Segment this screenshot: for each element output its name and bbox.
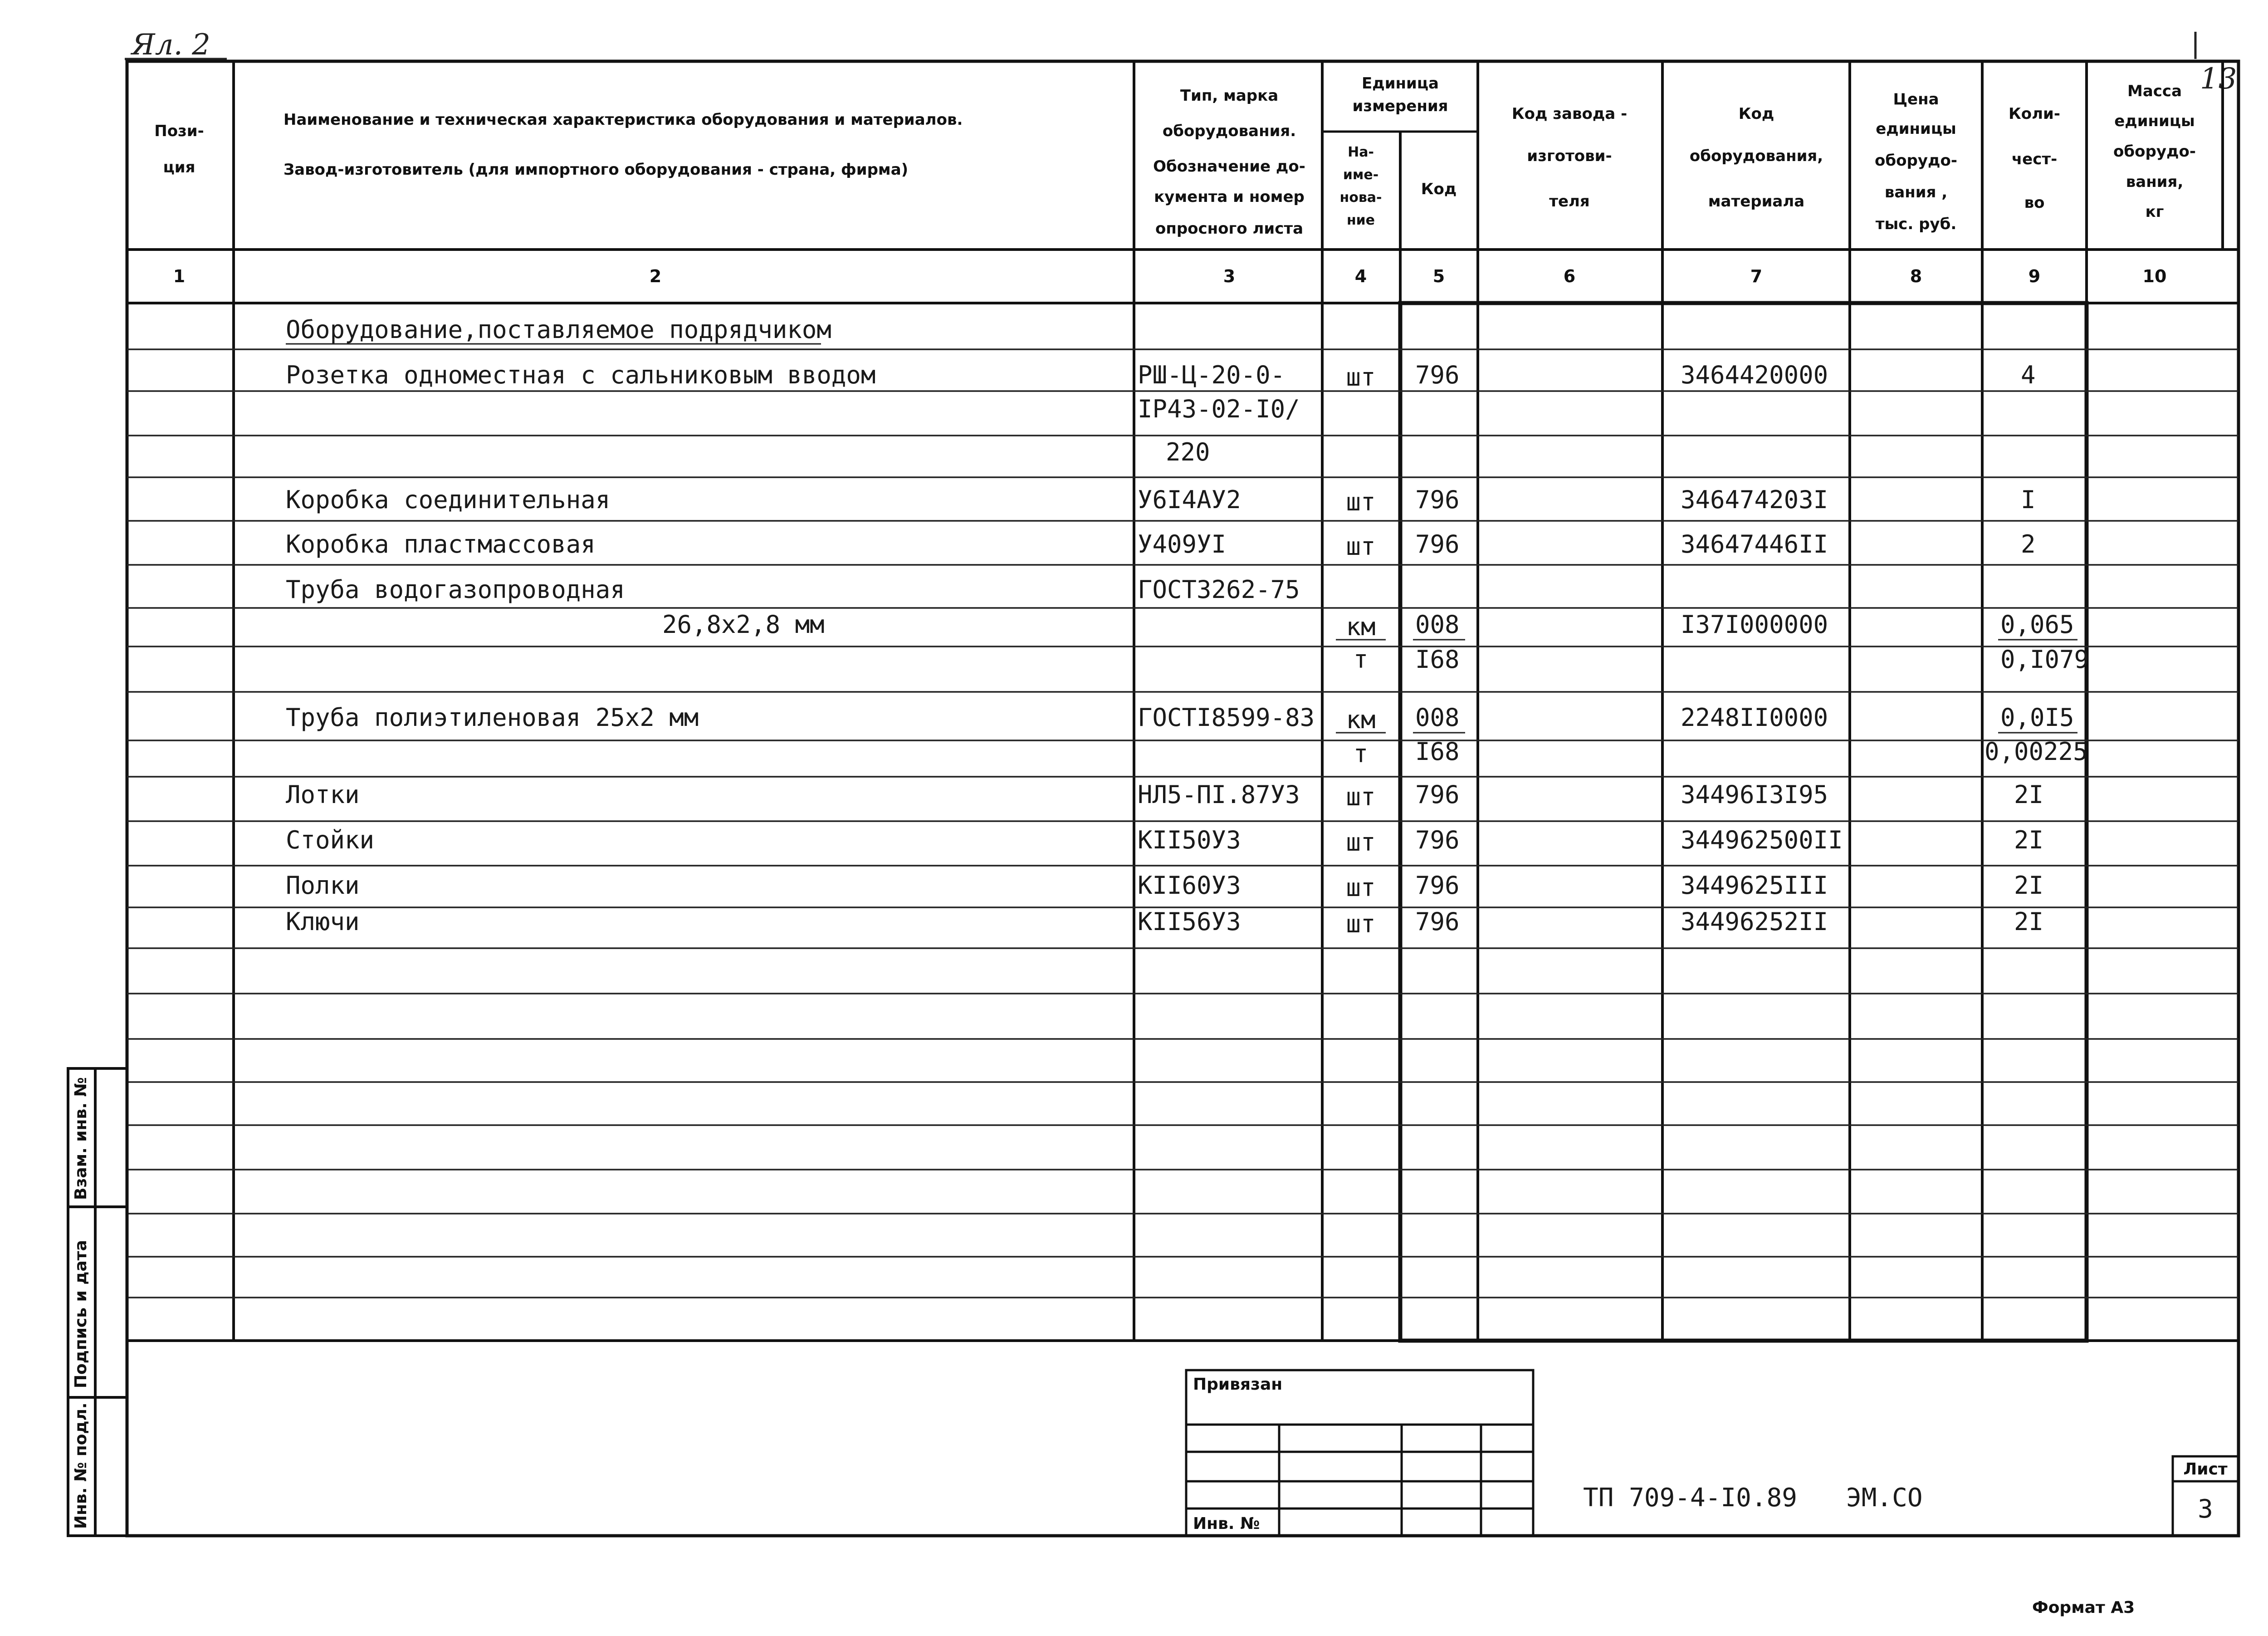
corner-note-left: Ял. 2 (132, 28, 210, 62)
header-col3-c: Обозначение до- (1153, 157, 1305, 176)
row-name: Полки (286, 871, 360, 900)
column-number: 3 (1223, 266, 1236, 286)
row-qty: 2I (2014, 871, 2044, 900)
header-col6-a: Код завода - (1511, 105, 1628, 123)
row-name: Оборудование,поставляемое подрядчиком (286, 315, 831, 344)
header-unit-group-b: измерения (1352, 97, 1448, 115)
row-qty: 2I (2014, 826, 2044, 854)
header-col10-e: кг (2145, 203, 2164, 221)
row-type: КII56УЗ (1138, 907, 1241, 936)
row-code: 796 (1415, 485, 1460, 514)
header-col9-b: чест- (2011, 150, 2058, 168)
row-qty: 0,0I5 (2000, 703, 2074, 732)
row-unit: шт (1346, 532, 1376, 561)
column-number: 9 (2028, 266, 2041, 286)
row-unit: шт (1346, 363, 1376, 392)
header-col2-line1: Наименование и техническая характеристика оборудования и материалов. (284, 111, 963, 129)
side-label-vzam: Взам. инв. № (72, 1077, 90, 1200)
title-block (1583, 1456, 2239, 1536)
stamp-inv-no: Инв. № (1193, 1514, 1260, 1533)
row-qty: 2I (2014, 907, 2044, 936)
header-col4-c: нова- (1339, 190, 1382, 206)
stamp-linked: Привязан (1193, 1375, 1283, 1394)
row-type: РШ-Ц-20-0- (1138, 361, 1286, 389)
row-unit: шт (1346, 873, 1376, 902)
row-name: Труба водогазопроводная (286, 575, 625, 604)
header-col10-c: оборудо- (2113, 142, 2196, 161)
row-name: Лотки (286, 780, 360, 809)
row-qty: 2I (2014, 780, 2044, 809)
header-col4-d: ние (1346, 212, 1375, 228)
row-equip-code: 34496I3I95 (1681, 780, 1828, 809)
column-number: 10 (2142, 266, 2167, 286)
row-qty: 2 (2021, 530, 2036, 558)
row-unit: шт (1346, 910, 1376, 938)
row-type: НЛ5-ПI.87УЗ (1138, 780, 1300, 809)
sheet-number: 3 (2198, 1494, 2213, 1524)
header-col1-a: Пози- (154, 122, 204, 140)
header-col7-b: оборудования, (1689, 147, 1823, 165)
header-col8-a: Цена (1893, 90, 1939, 108)
row-qty: 4 (2021, 361, 2036, 389)
row-code: 796 (1415, 907, 1460, 936)
document-code: ТП 709-4-I0.89 (1583, 1483, 1798, 1513)
row-unit: т (1353, 740, 1369, 768)
header-col8-d: вания , (1884, 183, 1948, 201)
header-col6-c: теля (1549, 192, 1590, 211)
header-col10-b: единицы (2114, 112, 2195, 130)
row-name: Труба полиэтиленовая 25х2 мм (286, 703, 699, 732)
header-col10-d: вания, (2126, 173, 2184, 191)
row-type: У409УI (1138, 530, 1227, 558)
row-equip-code: 344962500II (1681, 826, 1843, 854)
row-equip-code: 346474203I (1681, 485, 1828, 514)
column-numbers (173, 266, 2167, 286)
row-unit: шт (1346, 828, 1376, 857)
row-qty: 0,I079 (2000, 645, 2089, 674)
row-unit: шт (1346, 783, 1376, 811)
header-col4-b: име- (1343, 167, 1379, 183)
row-code: 796 (1415, 871, 1460, 900)
corner-note-right: 13 (2200, 62, 2237, 96)
header-col3-a: Тип, марка (1180, 87, 1279, 105)
row-unit: км (1346, 612, 1376, 641)
row-name: Коробка пластмассовая (286, 530, 596, 558)
row-type: IP43-02-I0/ (1138, 395, 1300, 423)
row-type: КII60УЗ (1138, 871, 1241, 900)
row-name: Стойки (286, 826, 375, 854)
row-code: 008 (1415, 703, 1460, 732)
side-label-sign-date: Подпись и дата (72, 1240, 90, 1388)
row-unit: т (1353, 645, 1369, 674)
row-name: Розетка одноместная с сальниковым вводом (286, 361, 876, 389)
row-equip-code: I37I000000 (1681, 610, 1828, 639)
header-col4-a: На- (1348, 144, 1374, 160)
header-col9-c: во (2024, 194, 2045, 212)
header-col8-e: тыс. руб. (1875, 215, 1957, 233)
row-equip-code: 34647446II (1681, 530, 1828, 558)
header-col10-a: Масса (2127, 82, 2182, 100)
row-code: 008 (1415, 610, 1460, 639)
column-number: 5 (1432, 266, 1445, 286)
header-col7-a: Код (1738, 105, 1774, 123)
header-col3-b: оборудования. (1162, 122, 1296, 140)
header-col1-b: ция (163, 158, 196, 176)
header-col9-a: Коли- (2009, 105, 2060, 123)
row-type: 220 (1166, 438, 1210, 466)
row-code: I68 (1415, 737, 1460, 766)
row-equip-code: 3464420000 (1681, 361, 1828, 389)
stamp-block (1186, 1370, 1533, 1536)
row-type: КII50УЗ (1138, 826, 1241, 854)
table-body (286, 315, 2089, 938)
row-name: Ключи (286, 907, 360, 936)
row-type: ГОСТI8599-83 (1138, 703, 1315, 732)
row-name: 26,8х2,8 мм (662, 610, 825, 639)
row-code: I68 (1415, 645, 1460, 674)
header-col2-line2: Завод-изготовитель (для импортного оборудования - страна, фирма) (284, 161, 909, 179)
header-col3-d: кумента и номер (1154, 188, 1305, 206)
row-code: 796 (1415, 530, 1460, 558)
header-col5: Код (1421, 180, 1457, 198)
side-label-inv-orig: Инв. № подл. (72, 1402, 90, 1529)
header-col8-b: единицы (1876, 120, 1956, 138)
header-col8-c: оборудо- (1875, 152, 1957, 170)
column-number: 6 (1563, 266, 1576, 286)
header-col6-b: изготови- (1527, 147, 1612, 165)
column-number: 1 (173, 266, 186, 286)
row-unit: шт (1346, 488, 1376, 516)
row-qty: I (2021, 485, 2036, 514)
row-equip-code: 2248II0000 (1681, 703, 1828, 732)
row-type: ГОСТ3262-75 (1138, 575, 1300, 604)
row-qty: 0,00225 (1984, 737, 2088, 766)
row-code: 796 (1415, 826, 1460, 854)
row-equip-code: 34496252II (1681, 907, 1828, 936)
column-number: 4 (1354, 266, 1367, 286)
row-type: У6I4АУ2 (1138, 485, 1241, 514)
document-mark: ЭМ.СО (1846, 1483, 1923, 1513)
column-number: 2 (649, 266, 662, 286)
header-col7-c: материала (1708, 192, 1805, 211)
row-code: 796 (1415, 780, 1460, 809)
row-unit: км (1346, 705, 1376, 734)
row-name: Коробка соединительная (286, 485, 611, 514)
sheet-label: Лист (2183, 1460, 2228, 1479)
row-code: 796 (1415, 361, 1460, 389)
row-qty: 0,065 (2000, 610, 2074, 639)
format-label: Формат А3 (2032, 1598, 2135, 1617)
table-header (154, 74, 2196, 238)
column-number: 8 (1910, 266, 1922, 286)
header-col3-e: опросного листа (1155, 220, 1304, 238)
header-unit-group-a: Единица (1362, 74, 1439, 93)
column-number: 7 (1750, 266, 1763, 286)
row-equip-code: 3449625III (1681, 871, 1828, 900)
